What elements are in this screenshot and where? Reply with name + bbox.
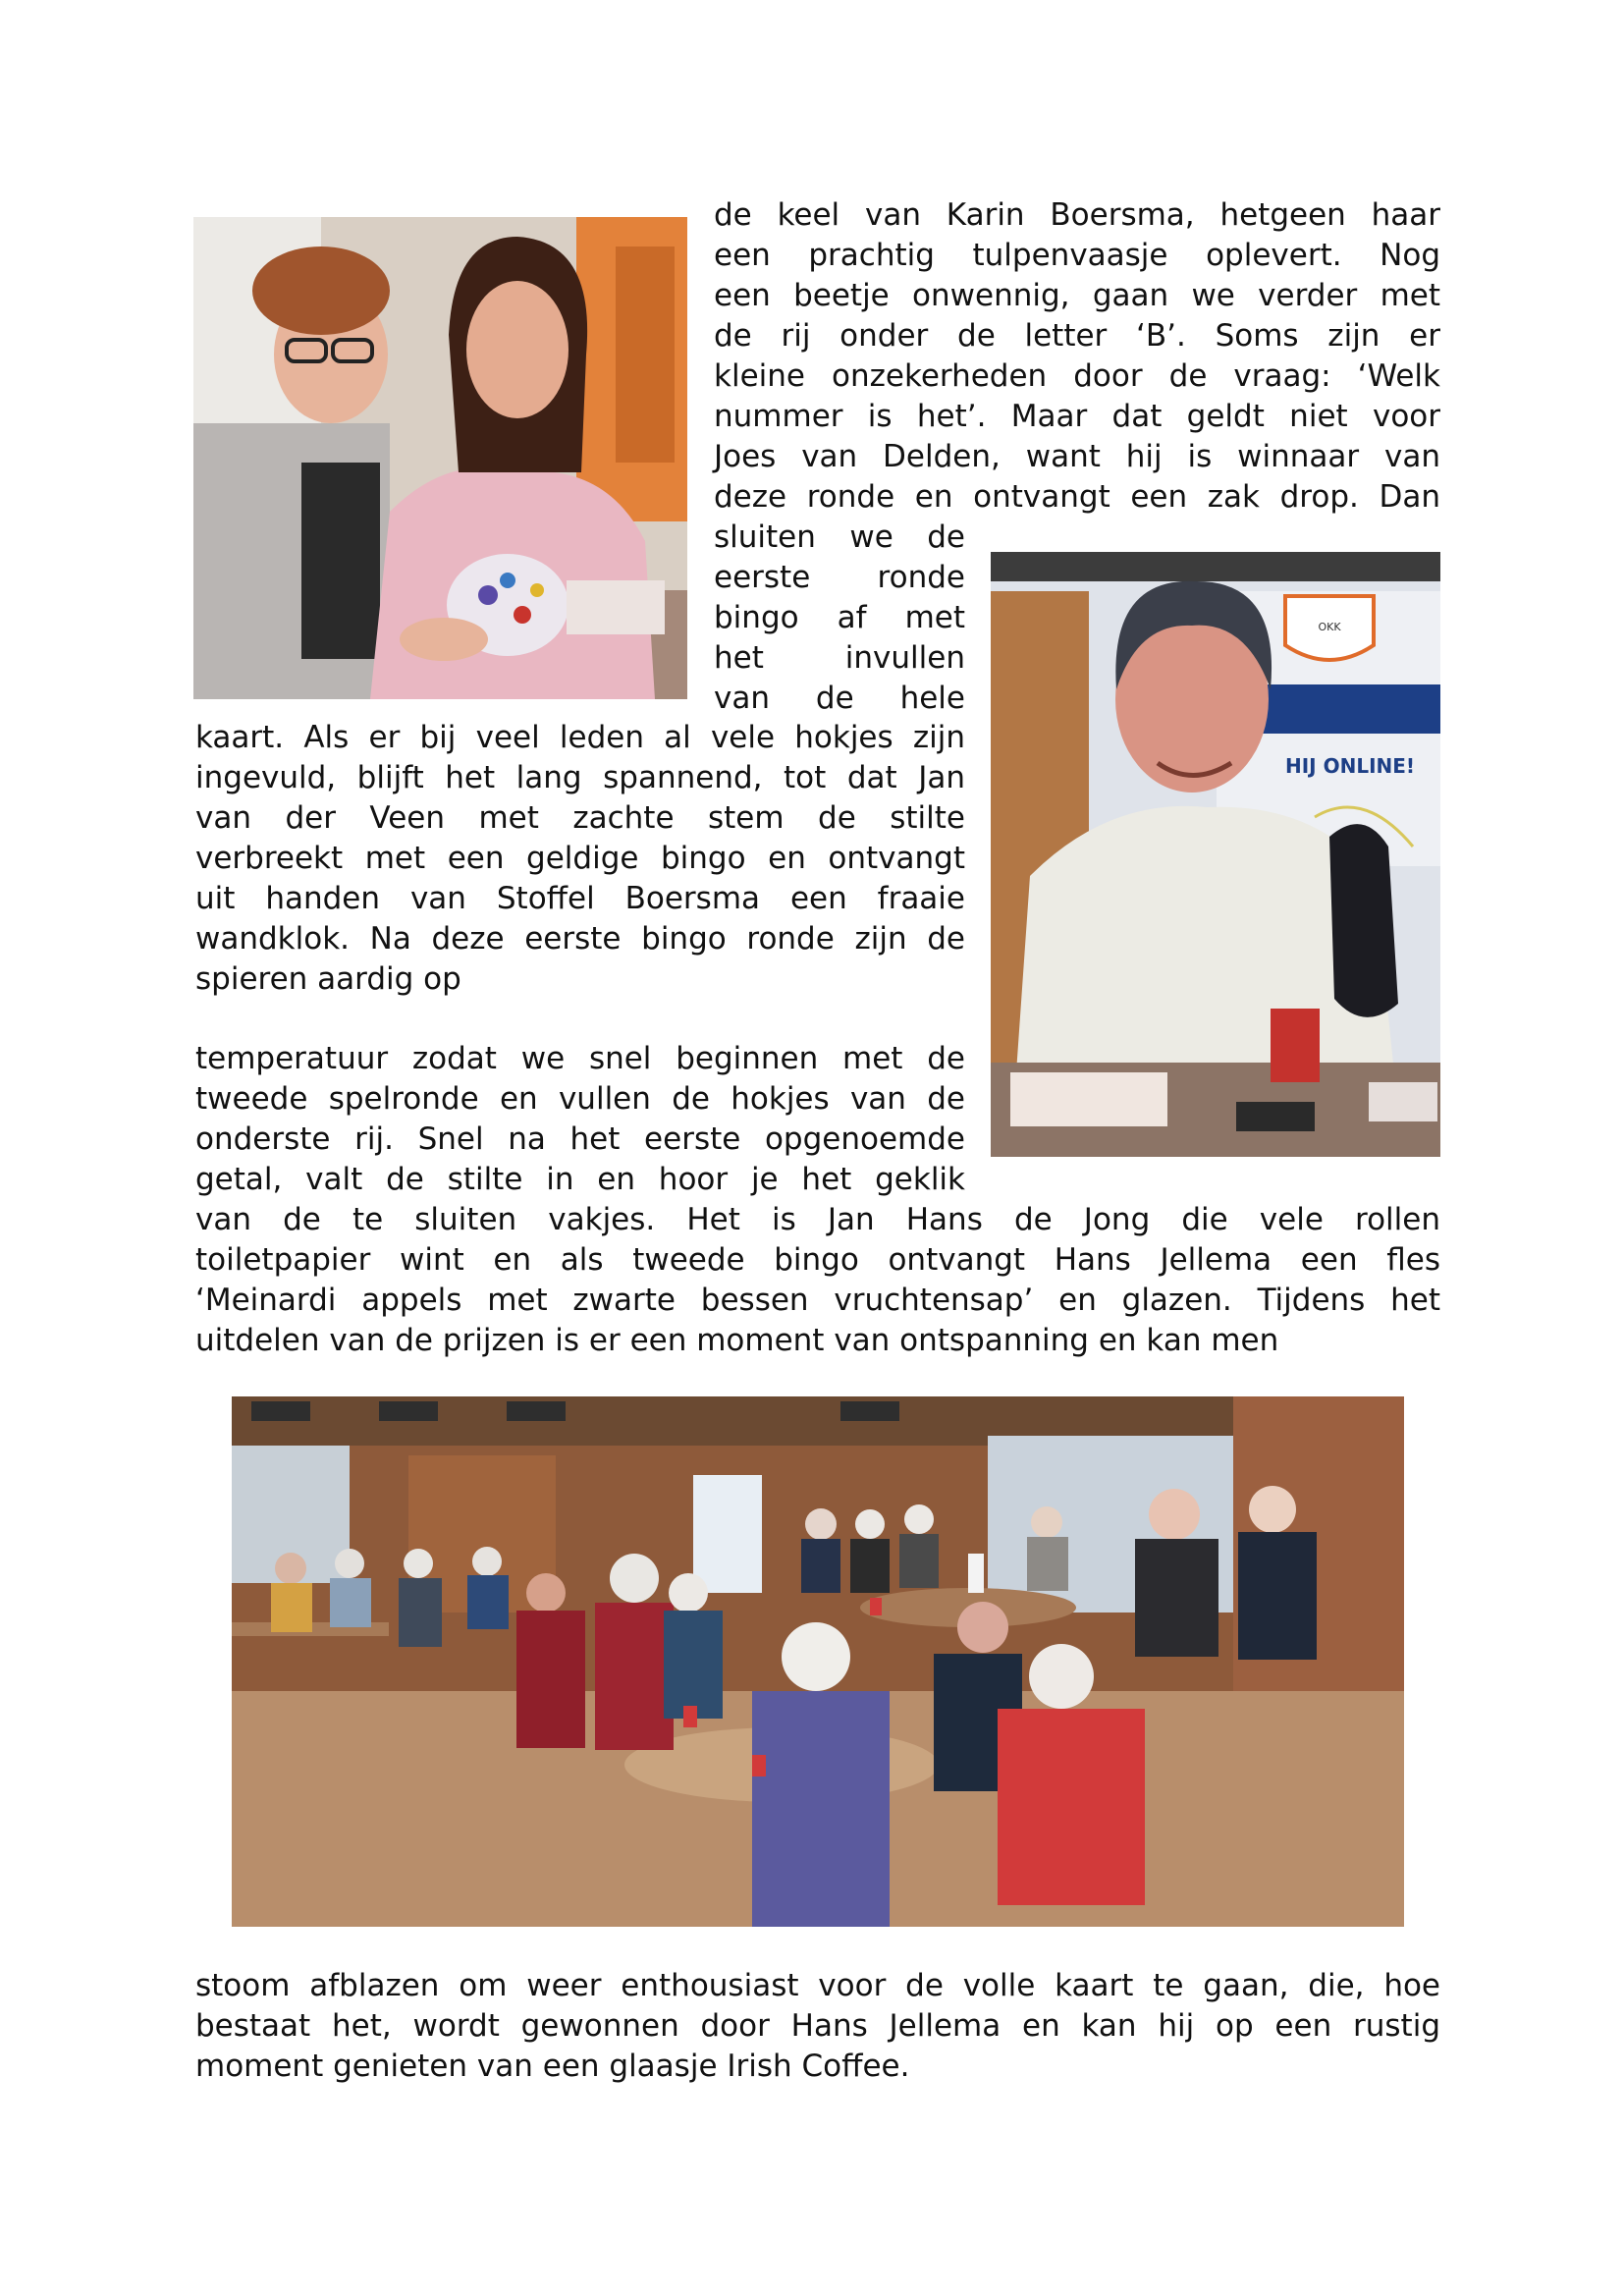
text-line: deze ronde en ontvangt een zak drop. Dan [714, 479, 1440, 515]
text-line: ingevuld, blijft het lang spannend, tot dat Jan [195, 760, 965, 795]
photo-man-prize [991, 552, 1440, 1157]
text-line: eerste ronde [714, 560, 965, 595]
text-line: nummer is het’. Maar dat geldt niet voor [714, 399, 1440, 434]
text-line: bestaat het, wordt gewonnen door Hans Jellema en kan hij op een rustig [195, 2008, 1440, 2044]
text-line: spieren aardig op [195, 961, 461, 997]
text-line: een beetje onwennig, gaan we verder met [714, 278, 1440, 313]
text-line: een prachtig tulpenvaasje oplevert. Nog [714, 238, 1440, 273]
text-line: verbreekt met een geldige bingo en ontvangt [195, 841, 965, 876]
text-line: de keel van Karin Boersma, hetgeen haar [714, 197, 1440, 233]
text-line: stoom afblazen om weer enthousiast voor de volle kaart te gaan, die, hoe [195, 1968, 1440, 2003]
text-line: het invullen [714, 640, 965, 676]
text-line: tweede spelronde en vullen de hokjes van de [195, 1081, 965, 1117]
text-line: de rij onder de letter ‘B’. Soms zijn er [714, 318, 1440, 354]
text-line: van der Veen met zachte stem de stilte [195, 800, 965, 836]
text-line: kleine onzekerheden door de vraag: ‘Welk [714, 358, 1440, 394]
text-line: ‘Meinardi appels met zwarte bessen vruchtensap’ en glazen. Tijdens het [195, 1283, 1440, 1318]
text-line: getal, valt de stilte in en hoor je het geklik [195, 1162, 965, 1197]
photo-women-vase [193, 217, 687, 699]
text-line: kaart. Als er bij veel leden al vele hokjes zijn [195, 720, 965, 755]
text-line: onderste rij. Snel na het eerste opgenoemde [195, 1121, 965, 1157]
text-line: temperatuur zodat we snel beginnen met de [195, 1041, 965, 1076]
text-line: uitdelen van de prijzen is er een moment van ontspanning en kan men [195, 1323, 1279, 1358]
text-line: toiletpapier wint en als tweede bingo ontvangt Hans Jellema een fles [195, 1242, 1440, 1278]
text-line: Joes van Delden, want hij is winnaar van [714, 439, 1440, 474]
text-line: sluiten we de [714, 519, 965, 555]
text-line: uit handen van Stoffel Boersma een fraaie [195, 881, 965, 916]
text-line: wandklok. Na deze eerste bingo ronde zijn de [195, 921, 965, 957]
text-line: van de te sluiten vakjes. Het is Jan Hans de Jong die vele rollen [195, 1202, 1440, 1237]
club-badge-text: OKK [1318, 621, 1341, 633]
text-line: van de hele [714, 681, 965, 716]
banner-text: HIJ ONLINE! [1285, 754, 1416, 778]
text-line: bingo af met [714, 600, 965, 635]
photo-audience-room [232, 1396, 1404, 1927]
text-line: moment genieten van een glaasje Irish Coffee. [195, 2049, 910, 2084]
